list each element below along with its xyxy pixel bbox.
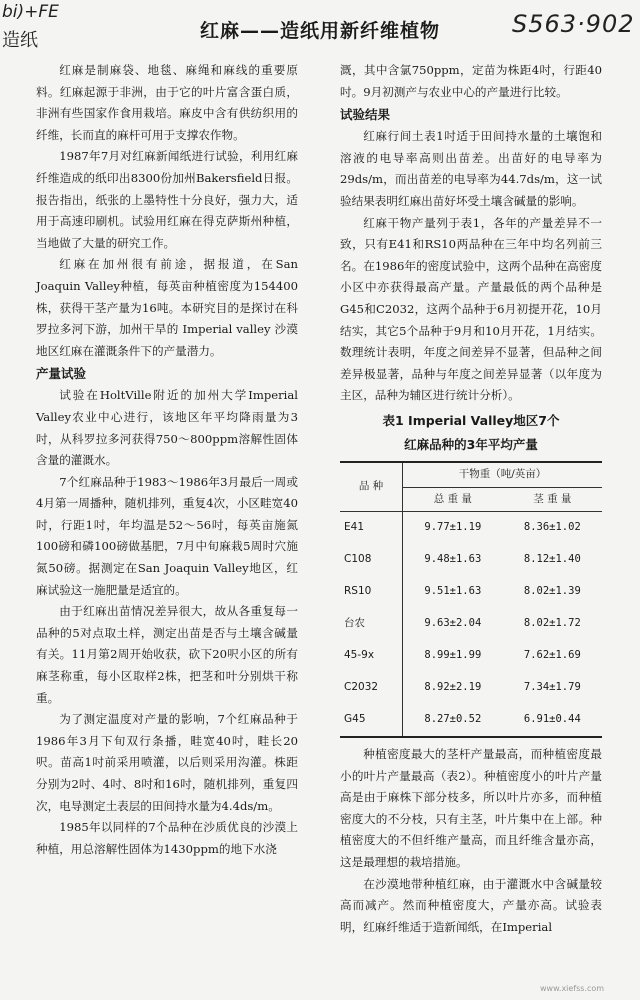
stem-weight-cell: 8.02±1.39 — [523, 585, 581, 598]
right-column — [340, 60, 602, 938]
total-weight-cell: 8.99±1.99 — [424, 649, 482, 662]
yield-table — [340, 461, 602, 738]
paragraph-continued: 溉，其中含氯750ppm，定苗为株距4吋，行距40吋。9月初测产与农业中心的产量进行比较。 — [340, 63, 602, 99]
handwritten-note-top-left: bi)+FE — [2, 2, 59, 22]
stem-weight-cell: 6.91±0.44 — [503, 704, 602, 737]
total-weight-cell: 9.77±1.19 — [424, 521, 482, 534]
table-row — [340, 576, 602, 608]
paragraph-yield: 红麻干物产量列于表1，各年的产量差异不一致，只有E41和RS10两品种在三年中均名列前三名。在1986年的密度试验中，这两个品种在高密度小区中亦获得最高产量。产量最低的两个品种是G45和C2032，这两个品种于6月初提开花，10月结实，其它5个品种于9月和10月开花，1月结实。数理统计表明，年度之间差异不显著，但品种之间差异极显著，品种与年度之间差异显著（以年度为主区，品种为辅区进行统计分析）。 — [340, 215, 602, 403]
stem-weight-cell: 8.02±1.72 — [523, 617, 581, 630]
paragraph-1985-trial: 1985年以同样的7个品种在沙质优良的沙漠上种植，用总溶解性固体为1430ppm的地下水浇 — [36, 820, 298, 856]
table-row — [340, 608, 602, 640]
table-row — [340, 544, 602, 576]
paragraph-density-yield: 种植密度最大的茎杆产量最高，而种植密度最小的叶片产量最高（表2）。种植密度小的叶片产量高是由于麻株下部分枝多，所以叶片亦多，而种植密度大的不分枝，只有主茎，叶片集中在上部。种植密度大的不但纤维产量高，而且纤维含量亦高，这是最理想的栽培措施。 — [340, 747, 602, 870]
paragraph-planting: 7个红麻品种于1983～1986年3月最后一周或4月第一周播种，随机排列，重复4次，小区畦宽40吋，行距1吋，年均温是52～56吋，每英亩施氮100磅和磷100磅做基肥，7月中旬麻栽5周时穴施氮50磅。据测定在San Joaquin Valley地区，红麻试验这一施肥量是适宜的。 — [36, 474, 298, 597]
total-weight-cell: 9.48±1.63 — [424, 553, 482, 566]
total-weight-cell: 9.51±1.63 — [424, 585, 482, 598]
watermark: www.xiefss.com — [540, 984, 605, 993]
stem-weight-cell: 7.34±1.79 — [523, 681, 581, 694]
paragraph-newsprint-test: 1987年7月对红麻新闻纸进行试验，利用红麻纤维造成的纸印出8300份加州Bakersfield日报。报告指出，纸张的上墨特性十分良好，强力大，适用于高速印刷机。试验用红麻在得克萨斯州种植，当地做了大量的研究工作。 — [36, 149, 298, 250]
table-header-variety: 品 种 — [340, 462, 403, 512]
table-body — [340, 512, 602, 738]
variety-cell: E41 — [340, 512, 403, 545]
paragraph-trial-site: 试验在HoltVille附近的加州大学Imperial Valley农业中心进行，该地区年平均降雨量为3吋，从科罗拉多河获得750～800ppm溶解性固体含量的灌溉水。 — [36, 388, 298, 468]
left-column — [36, 60, 298, 860]
paragraph-california: 红麻在加州很有前途，据报道，在San Joaquin Valley种植，每英亩种植密度为154400株，获得干茎产量为16吨。本研究目的是探讨在科罗拉多河下游，加州干旱的 Imperial valley 沙漠地区红麻在灌溉条件下的产量潜力。 — [36, 257, 298, 358]
table-row — [340, 512, 602, 545]
table-row — [340, 672, 602, 704]
table-row — [340, 640, 602, 672]
paragraph-density-test: 为了测定温度对产量的影响，7个红麻品种于1986年3月下旬双行条播，畦宽40吋，畦长20呎。苗高1吋前采用喷灌，以后则采用沟灌。株距分别为2吋、4吋、8吋和16吋，随机排列，重复四次，电导测定土表层的田间持水量为4.4ds/m。 — [36, 712, 298, 813]
variety-cell: RS10 — [340, 576, 403, 608]
table-header-stem: 茎 重 量 — [503, 487, 602, 512]
paragraph-conclusion: 在沙漠地带种植红麻，由于灌溉水中含碱量较高而减产。然而种植密度大，产量亦高。试验表明，红麻纤维适于造新闻纸，在Imperial — [340, 876, 602, 934]
variety-cell: G45 — [340, 704, 403, 737]
total-weight-cell: 8.92±2.19 — [424, 681, 482, 694]
section-heading-results: 试验结果 — [340, 107, 391, 123]
stem-weight-cell: 8.12±1.40 — [523, 553, 581, 566]
variety-cell: 45-9x — [340, 640, 403, 672]
stem-weight-cell: 8.36±1.02 — [523, 521, 581, 534]
variety-cell: C108 — [340, 544, 403, 576]
section-heading-yield-trial: 产量试验 — [36, 366, 87, 382]
total-weight-cell: 8.27±0.52 — [403, 704, 503, 737]
table-row — [340, 704, 602, 737]
table-header-dry-weight: 干物重（吨/英亩） — [403, 462, 603, 487]
variety-cell: 台农 — [340, 608, 403, 640]
handwritten-catalog-number: S563·902 — [512, 10, 635, 38]
total-weight-cell: 9.63±2.04 — [424, 617, 482, 630]
paragraph-sampling: 由于红麻出苗情况差异很大，故从各重复每一品种的5对点取土样，测定出苗是否与土壤含碱量有关。11月第2周开始收获，砍下20呎小区的所有麻茎称重，每小区取样2株，把茎和叶分别烘干称重。 — [36, 604, 298, 705]
stem-weight-cell: 7.62±1.69 — [523, 649, 581, 662]
table-caption-line-2: 红麻品种的3年平均产量 — [404, 436, 538, 452]
handwritten-note-top-left-2: 造纸 — [2, 30, 38, 51]
table-caption-line-1: 表1 Imperial Valley地区7个 — [382, 412, 560, 428]
variety-cell: C2032 — [340, 672, 403, 704]
table-header-total: 总 重 量 — [403, 487, 503, 512]
paragraph-emergence: 红麻行间土表1吋适于田间持水量的土壤饱和溶液的电导率高则出苗差。出苗好的电导率为29ds/m，而出苗差的电导率为44.7ds/m，这一试验结果表明红麻出苗好坏受土壤含碱量的影响。 — [340, 129, 602, 208]
article-title: 红麻——造纸用新纤维植物 — [199, 20, 440, 42]
paragraph-intro: 红麻是制麻袋、地毯、麻绳和麻线的重要原料。红麻起源于非洲，由于它的叶片富含蛋白质，非洲有些国家作食用栽培。麻皮中含有供纺织用的纤维，长而直的麻杆可用于支撑农作物。 — [36, 63, 298, 142]
